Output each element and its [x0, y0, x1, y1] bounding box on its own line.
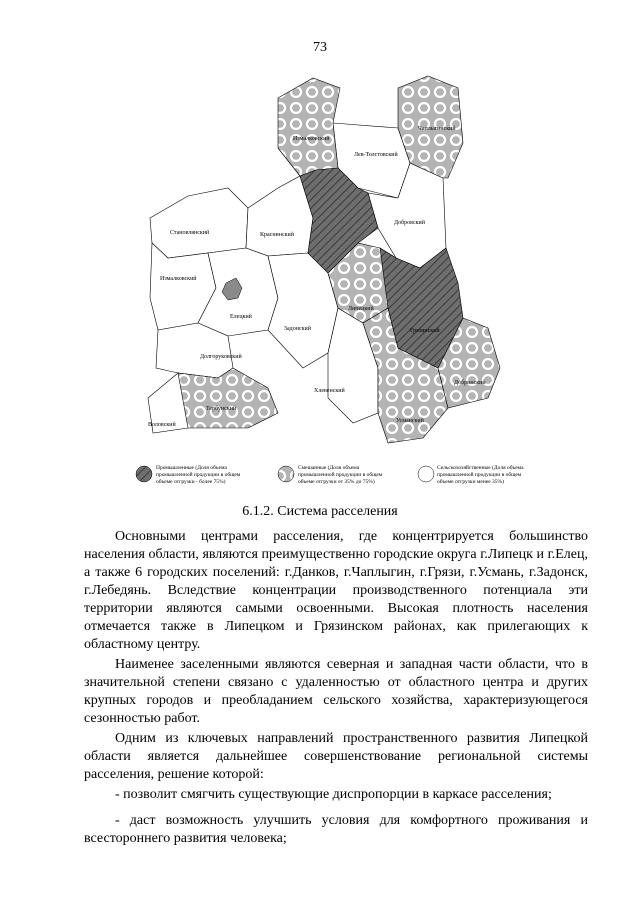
list-item-living-conditions: - даст возможность улучшить условия для комфортного проживания и всестороннего развития человека;: [84, 813, 588, 846]
label-eletsky: Елецкий: [230, 314, 252, 320]
legend-mixed-text-2: промышленной продукции в общем: [298, 472, 383, 478]
label-stanovlyansky: Становлянский: [170, 230, 210, 236]
list-item-disproportions: - позволит смягчить существующие диспропорции в каркасе расселения;: [115, 787, 552, 802]
label-lev-tolstovsky: Лев-Толстовский: [354, 152, 398, 158]
district-krasninsky: [246, 176, 313, 256]
section-heading: 6.1.2. Система расселения: [242, 504, 398, 519]
label-khlevensky: Хлевенский: [314, 388, 345, 394]
page-number: 73: [313, 40, 327, 55]
label-dobrovsky: Добровский: [394, 220, 425, 226]
legend-mixed-swatch: [278, 466, 294, 482]
label-lipetsky: Липецкий: [348, 306, 374, 312]
label-izmalkovsky: Измалковский: [293, 136, 330, 142]
label-gryazinsky: Грязинский: [410, 328, 440, 334]
label-dolgorukovsky: Долгоруковский: [200, 354, 242, 360]
legend-agri-text-2: промышленной продукции в общем: [437, 472, 522, 478]
label-volovsky: Воловский: [148, 422, 176, 428]
label-krasninsky: Краснинский: [260, 232, 294, 238]
legend-industrial-text-3: объеме отгрузки - более 75%): [156, 479, 226, 485]
map-legend: [136, 464, 524, 485]
paragraph-settlement-centers: Основными центрами расселения, где концентрируется большинство населения области, являются преимущественно городские округа г.Липецк и г.Елец, а также 6 городских поселений: г.Данков, г.Чаплыгин, г.Грязи, г.Усмань, г.Задонск, г.Лебедянь. Вследствие концентрации производственного потенциала эти территории являются самыми освоенными. Высокая плотность населения отмечается также в Липецком и Грязинском районах, как прилегающих к областному центру.: [84, 529, 588, 652]
paragraph-least-populated: Наименее заселенными являются северная и западная части области, что в значительной степени связано с удаленностью от областного центра и других крупных городов и преобладанием сельского хозяйства, характеризующегося сезонностью работ.: [84, 657, 588, 726]
legend-mixed-text-3: объеме отгрузки от 35% до 75%): [298, 479, 375, 485]
district-stanovlyansky: [150, 188, 248, 258]
legend-agri-swatch: [418, 466, 434, 482]
district-izmalkovsky: [278, 78, 340, 176]
legend-industrial-swatch: [136, 466, 152, 482]
legend-mixed-text-1: Смешанные (Доля объема: [298, 465, 360, 471]
label-chaplyginsky: Чаплыгинский: [418, 126, 456, 132]
district-map: [128, 68, 528, 498]
legend-industrial-text-1: Промышленные (Доля объема: [156, 465, 227, 471]
label-usmansky: Усманский: [396, 418, 424, 424]
label-terbunsky: Тербунский: [206, 406, 237, 412]
label-dobrinsky: Добринский: [454, 380, 486, 386]
paragraph-key-directions: Одним из ключевых направлений пространственного развития Липецкой области является дальнейшее совершенствование региональной системы расселения, решение которой:: [84, 731, 588, 782]
district-terbunsky: [178, 368, 278, 428]
label-zadonsky: Задонский: [284, 326, 311, 332]
label-izmalkovsky-w: Измалковский: [160, 276, 197, 282]
legend-industrial-text-2: промышленной продукции в общем: [156, 472, 241, 478]
legend-agri-text-1: Сельскохозяйственные (Доля объема: [437, 465, 524, 471]
legend-agri-text-3: объеме отгрузки менее 35%): [437, 479, 504, 485]
